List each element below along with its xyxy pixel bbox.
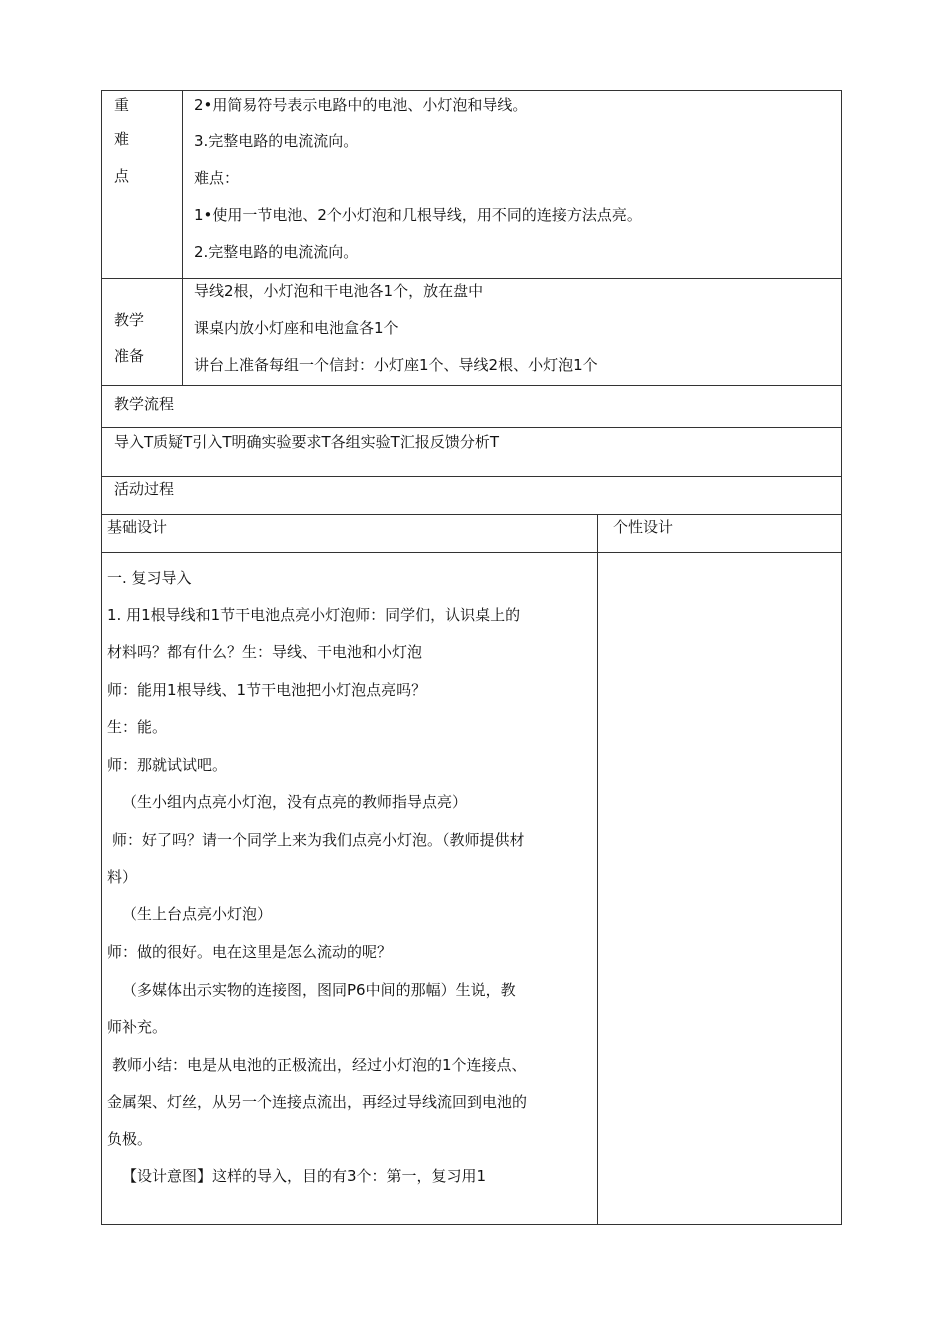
preparation-line: 课桌内放小灯座和电池盒各1个 <box>194 319 399 337</box>
content-line: （多媒体出示实物的连接图，图同P6中间的那幅）生说，教 <box>122 981 516 999</box>
content-line: 料） <box>107 868 138 886</box>
row-divider <box>101 514 842 515</box>
content-line: 一. 复习导入 <box>107 569 192 587</box>
content-line: 金属架、灯丝，从另一个连接点流出，再经过导线流回到电池的 <box>107 1093 528 1111</box>
preparation-label: 准备 <box>114 347 145 365</box>
difficulty-line: 1•使用一节电池、2个小灯泡和几根导线，用不同的连接方法点亮。 <box>194 206 642 224</box>
content-line: 教师小结：电是从电池的正极流出，经过小灯泡的1个连接点、 <box>112 1056 527 1074</box>
content-line: 【设计意图】这样的导入，目的有3个：第一，复习用1 <box>122 1167 487 1185</box>
teaching-flow-title: 教学流程 <box>114 395 175 413</box>
basic-design-header: 基础设计 <box>107 518 168 536</box>
row-divider <box>101 552 842 553</box>
activity-title: 活动过程 <box>114 480 175 498</box>
content-line: 负极。 <box>107 1130 153 1148</box>
content-line: （生小组内点亮小灯泡，没有点亮的教师指导点亮） <box>122 793 468 811</box>
content-line: 师：做的很好。电在这里是怎么流动的呢？ <box>107 943 393 961</box>
content-line: 师：那就试试吧。 <box>107 756 228 774</box>
row-divider <box>101 385 842 386</box>
difficulty-label-char: 点 <box>114 167 130 185</box>
content-line: 师补充。 <box>107 1018 168 1036</box>
label-column-divider <box>182 90 183 386</box>
content-line: 师：好了吗？请一个同学上来为我们点亮小灯泡。（教师提供材 <box>112 831 525 849</box>
difficulty-line: 2.完整电路的电流流向。 <box>194 243 359 261</box>
content-line: 1. 用1根导线和1节干电池点亮小灯泡师：同学们，认识桌上的 <box>107 606 521 624</box>
row-divider <box>101 476 842 477</box>
design-column-divider <box>597 514 598 1225</box>
preparation-label: 教学 <box>114 311 145 329</box>
content-line: 生：能。 <box>107 718 168 736</box>
content-line: 师：能用1根导线、1节干电池把小灯泡点亮吗？ <box>107 681 427 699</box>
row-divider <box>101 427 842 428</box>
difficulty-line: 3.完整电路的电流流向。 <box>194 132 359 150</box>
difficulty-label-char: 重 <box>114 96 130 114</box>
personal-design-header: 个性设计 <box>613 518 674 536</box>
content-line: 材料吗？都有什么？生：导线、干电池和小灯泡 <box>107 643 423 661</box>
difficulty-line: 2•用简易符号表示电路中的电池、小灯泡和导线。 <box>194 96 528 114</box>
preparation-line: 讲台上准备每组一个信封：小灯座1个、导线2根、小灯泡1个 <box>194 356 598 374</box>
difficulty-line: 难点： <box>194 169 240 187</box>
content-line: （生上台点亮小灯泡） <box>122 905 273 923</box>
difficulty-label-char: 难 <box>114 130 130 148</box>
teaching-flow-steps: 导入T质疑T引入T明确实验要求T各组实验T汇报反馈分析T <box>114 433 499 451</box>
preparation-line: 导线2根，小灯泡和干电池各1个，放在盘中 <box>194 282 484 300</box>
row-divider <box>101 278 842 279</box>
